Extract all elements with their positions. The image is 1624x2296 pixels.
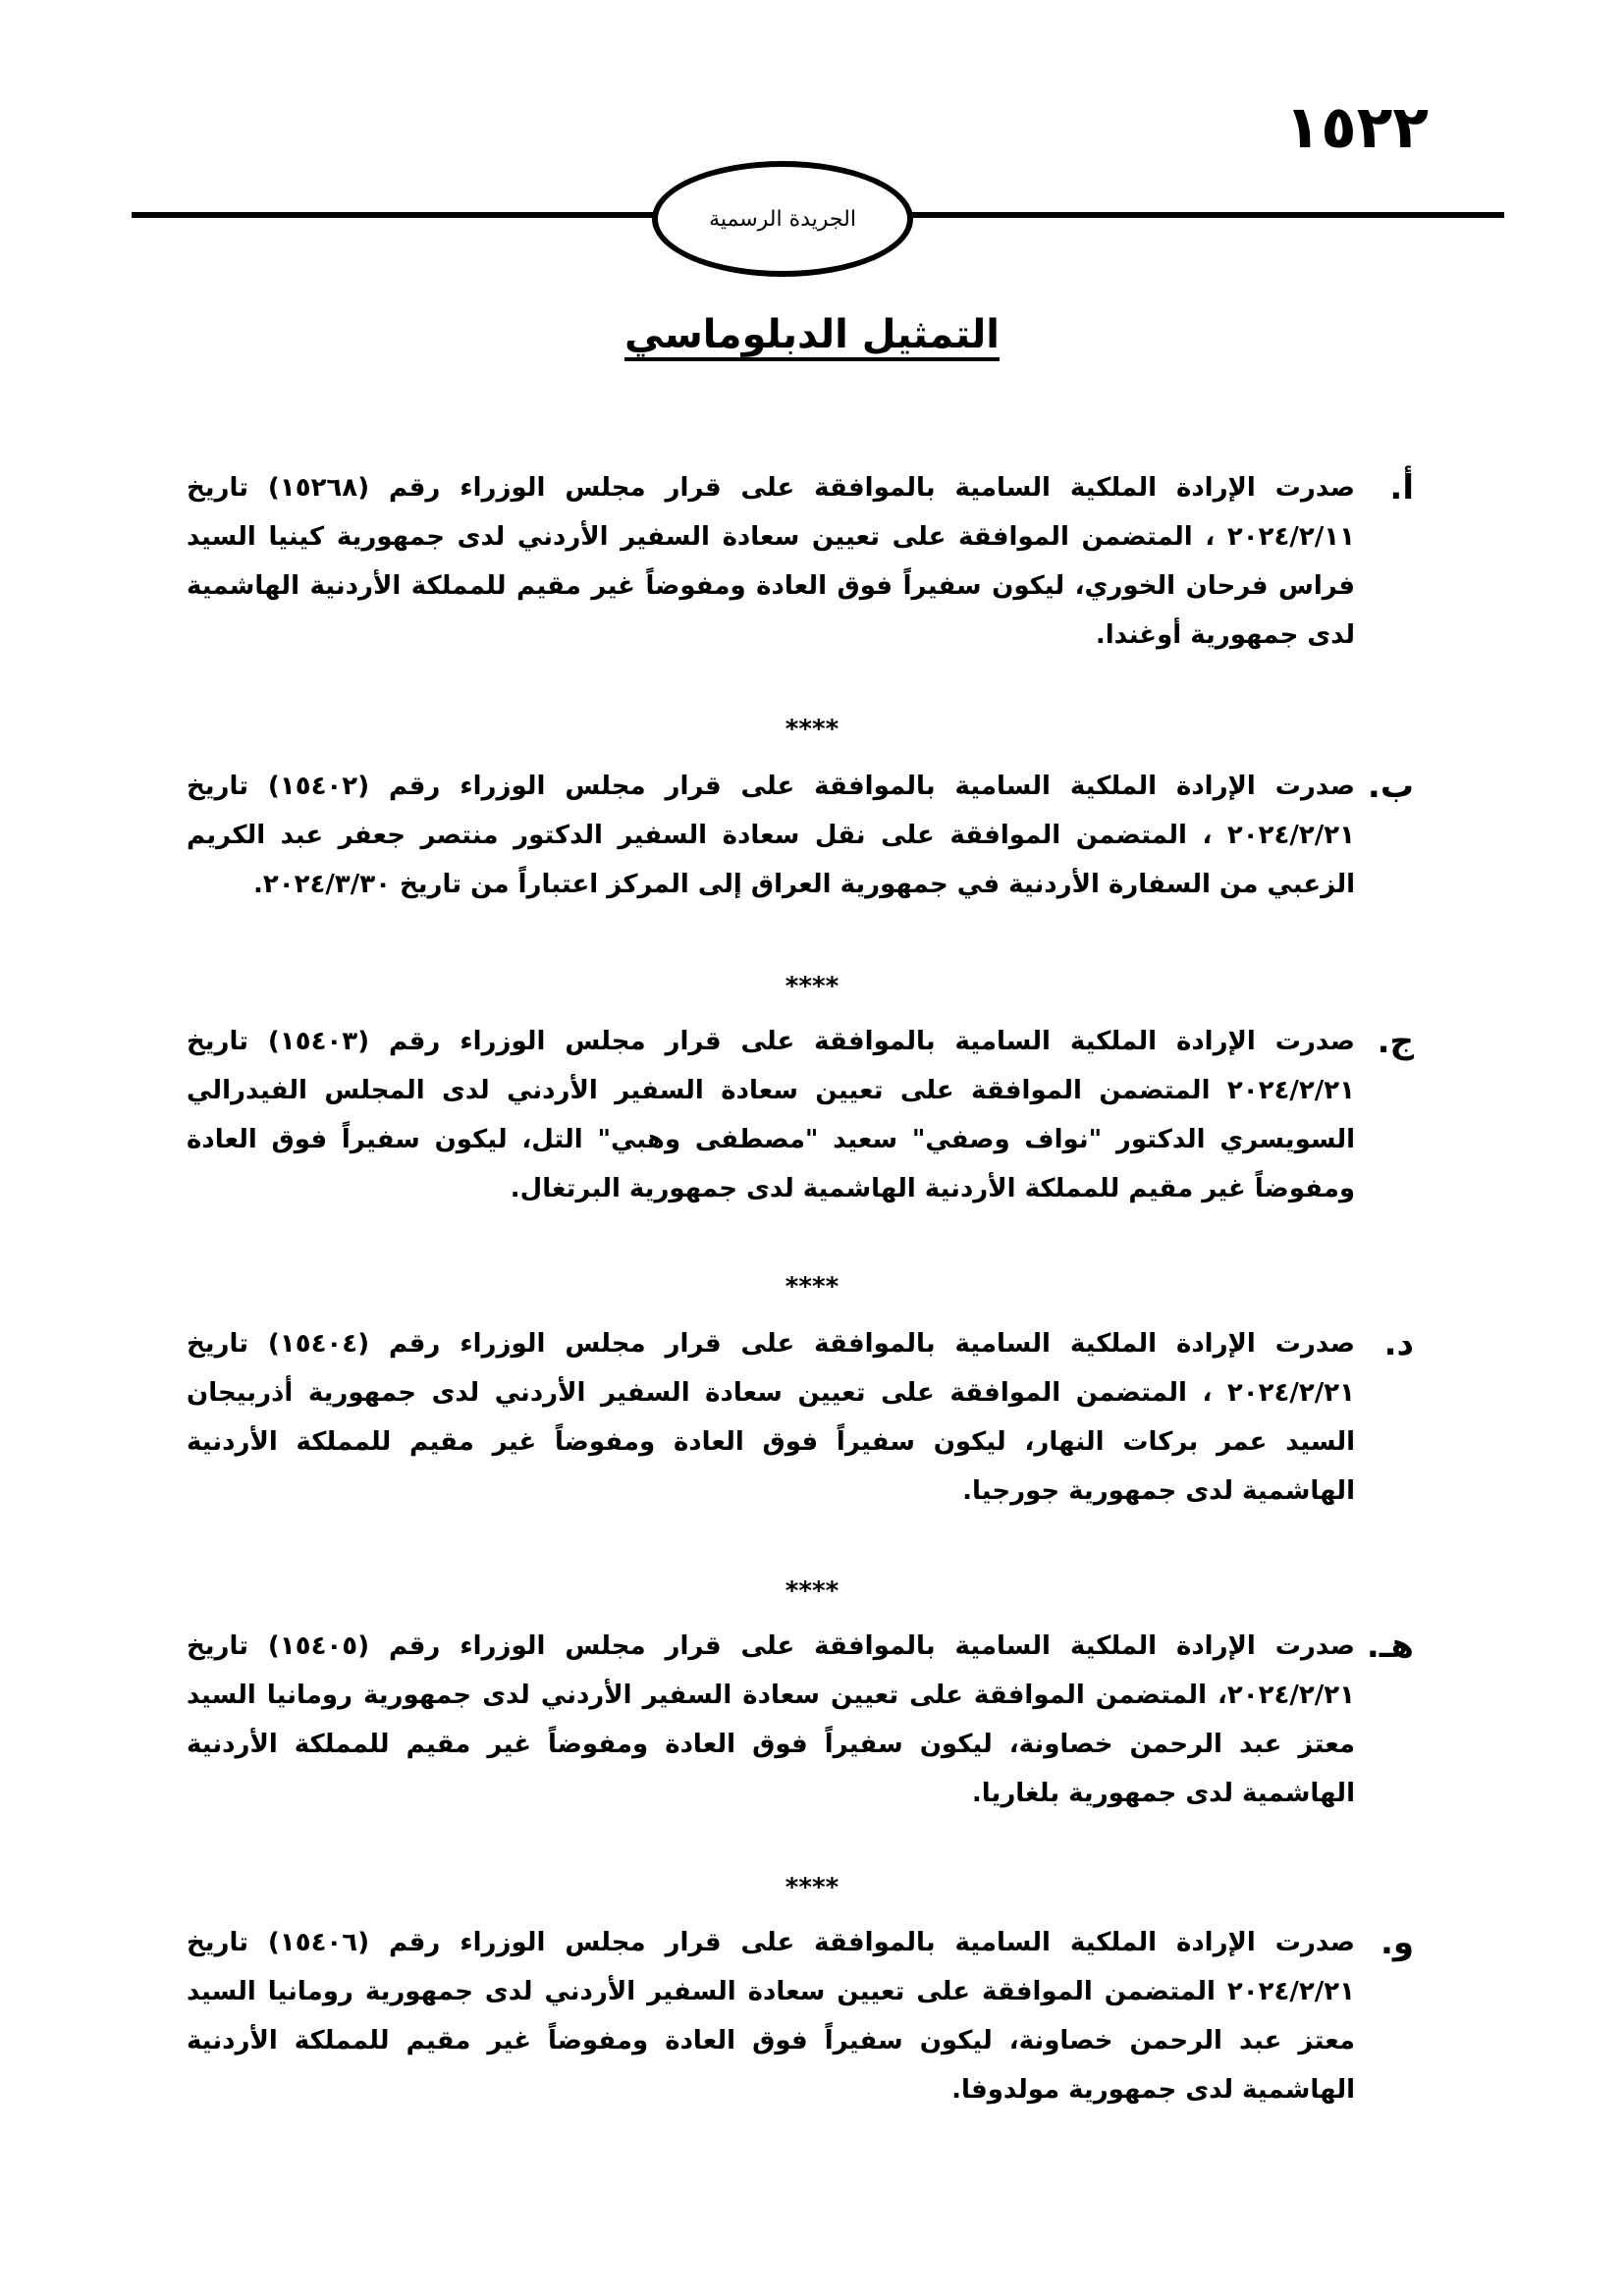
separator: **** bbox=[785, 1576, 839, 1606]
list-item bbox=[187, 463, 1414, 660]
separator: **** bbox=[785, 972, 839, 1001]
page-number: ١٥٢٢ bbox=[1284, 93, 1429, 162]
item-text: صدرت الإرادة الملكية السامية بالموافقة على قرار مجلس الوزراء رقم (١٥٢٦٨) تاريخ ٢٠٢٤/٢/١١ ، المتضمن الموافقة على تعيين سعادة السفير الأردني لدى جمهورية كينيا السيد فراس فرحان الخوري، ليكون سفيراً فوق العادة ومفوضاً غير مقيم للمملكة الأردنية الهاشمية لدى جمهورية أوغندا. bbox=[187, 473, 1356, 650]
item-letter: و. bbox=[1380, 1923, 1414, 1962]
item-text: صدرت الإرادة الملكية السامية بالموافقة على قرار مجلس الوزراء رقم (١٥٤٠٢) تاريخ ٢٠٢٤/٢/٢١ ، المتضمن الموافقة على نقل سعادة السفير الدكتور منتصر جعفر عبد الكريم الزعبي من السفارة الأردنية في جمهورية العراق إلى المركز اعتباراً من تاريخ ٢٠٢٤/٣/٣٠. bbox=[187, 772, 1356, 899]
section-title: التمثيل الدبلوماسي bbox=[623, 312, 1000, 357]
publication-name: الجريدة الرسمية bbox=[709, 206, 856, 232]
item-letter: أ. bbox=[1389, 468, 1414, 507]
list-item bbox=[187, 1319, 1414, 1516]
separator: **** bbox=[785, 1272, 839, 1302]
item-text: صدرت الإرادة الملكية السامية بالموافقة على قرار مجلس الوزراء رقم (١٥٤٠٤) تاريخ ٢٠٢٤/٢/٢١ ، المتضمن الموافقة على تعيين سعادة السفير الأردني لدى جمهورية أذربيجان السيد عمر بركات النهار، ليكون سفيراً فوق العادة ومفوضاً غير مقيم للمملكة الأردنية الهاشمية لدى جمهورية جورجيا. bbox=[187, 1329, 1356, 1506]
list-item bbox=[187, 1918, 1414, 2114]
list-item bbox=[187, 1017, 1414, 1213]
list-item bbox=[187, 1622, 1414, 1818]
item-text: صدرت الإرادة الملكية السامية بالموافقة على قرار مجلس الوزراء رقم (١٥٤٠٥) تاريخ ٢٠٢٤/٢/٢١، المتضمن الموافقة على تعيين سعادة السفير الأردني لدى جمهورية رومانيا السيد معتز عبد الرحمن خصاونة، ليكون سفيراً فوق العادة ومفوضاً غير مقيم للمملكة الأردنية الهاشمية لدى جمهورية بلغاريا. bbox=[187, 1631, 1356, 1808]
separator: **** bbox=[785, 715, 839, 744]
separator: **** bbox=[785, 1873, 839, 1902]
item-text: صدرت الإرادة الملكية السامية بالموافقة على قرار مجلس الوزراء رقم (١٥٤٠٣) تاريخ ٢٠٢٤/٢/٢١ المتضمن الموافقة على تعيين سعادة السفير الأردني لدى المجلس الفيدرالي السويسري الدكتور "نواف وصفي" سعيد "مصطفى وهبي" التل، ليكون سفيراً فوق العادة ومفوضاً غير مقيم للمملكة الأردنية الهاشمية لدى جمهورية البرتغال. bbox=[187, 1027, 1356, 1203]
item-letter: ب. bbox=[1367, 767, 1414, 806]
publication-name-oval bbox=[652, 161, 913, 277]
item-letter: ج. bbox=[1377, 1022, 1414, 1061]
item-letter: د. bbox=[1383, 1324, 1414, 1363]
list-item bbox=[187, 762, 1414, 909]
item-text: صدرت الإرادة الملكية السامية بالموافقة على قرار مجلس الوزراء رقم (١٥٤٠٦) تاريخ ٢٠٢٤/٢/٢١ المتضمن الموافقة على تعيين سعادة السفير الأردني لدى جمهورية رومانيا السيد معتز عبد الرحمن خصاونة، ليكون سفيراً فوق العادة ومفوضاً غير مقيم للمملكة الأردنية الهاشمية لدى جمهورية مولدوفا. bbox=[187, 1928, 1356, 2105]
item-letter: هـ. bbox=[1366, 1627, 1414, 1666]
